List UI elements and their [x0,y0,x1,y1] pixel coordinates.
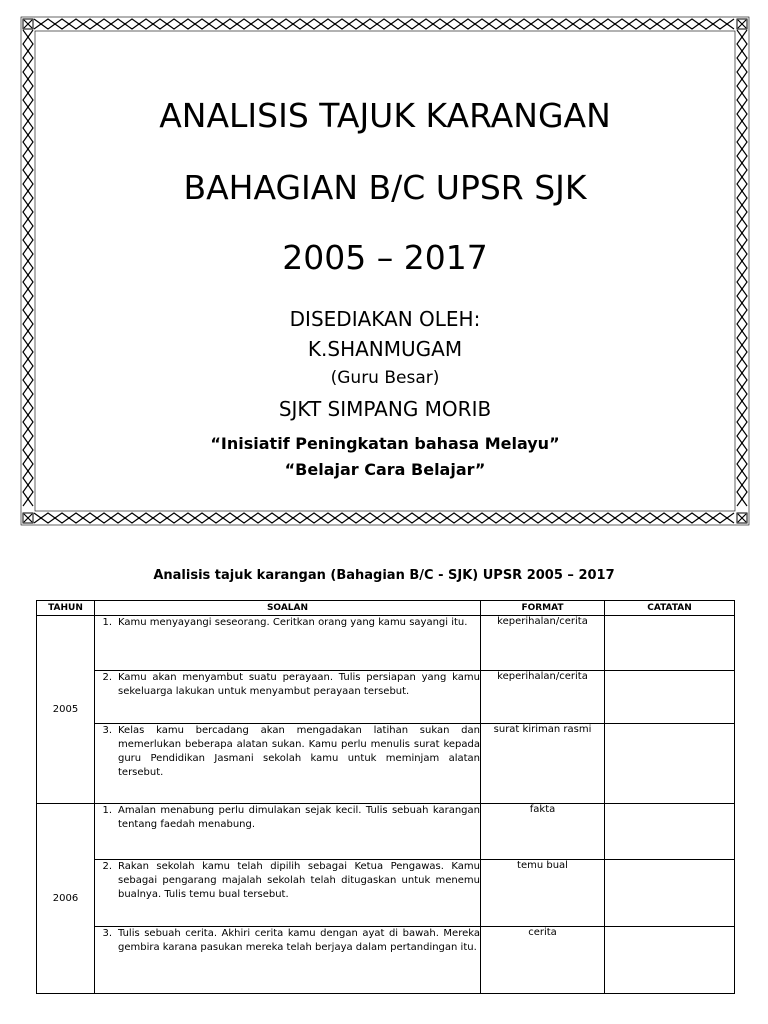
cover-title-line-3: 2005 – 2017 [282,238,488,277]
header-catatan: CATATAN [605,601,735,616]
author-name: K.SHANMUGAM [307,337,463,361]
question-cell [95,616,481,671]
format-cell: temu bual [481,860,605,927]
note-cell [605,724,735,804]
question-cell [95,927,481,994]
format-cell: surat kiriman rasmi [481,724,605,804]
question-text: Kamu menyayangi seseorang. Ceritkan orang yang kamu sayangi itu. [118,617,468,628]
note-cell [605,616,735,671]
question-text: Kamu akan menyambut suatu perayaan. Tulis persiapan yang kamu sekeluarga lakukan untuk menyambut perayaan tersebut. [118,672,480,697]
question-cell [95,860,481,927]
question-text: Kelas kamu bercadang akan mengadakan latihan sukan dan memerlukan beberapa alatan sukan. Kamu perlu menulis surat kepada guru Pendidikan Jasmani sekolah kamu untuk meminjam alatan tersebut. [118,725,480,778]
question-cell [95,804,481,860]
table-row [37,671,735,724]
question-number: 1. [102,805,112,816]
header-soalan: SOALAN [95,601,481,616]
format-cell: fakta [481,804,605,860]
question-number: 2. [102,672,112,683]
table-title: Analisis tajuk karangan (Bahagian B/C - SJK) UPSR 2005 – 2017 [153,568,615,583]
table-row [37,927,735,994]
question-text: Rakan sekolah kamu telah dipilih sebagai Ketua Pengawas. Kamu sebagai pengarang majalah sekolah telah ditugaskan untuk menemu bualnya. Tulis temu bual tersebut. [118,861,480,900]
header-format: FORMAT [481,601,605,616]
table-row [37,804,735,860]
cover-title-line-1: ANALISIS TAJUK KARANGAN [159,96,611,135]
quote-1: “Inisiatif Peningkatan bahasa Melayu” [210,434,560,453]
cover-title-line-2: BAHAGIAN B/C UPSR SJK [183,168,587,207]
format-cell: keperihalan/cerita [481,671,605,724]
table-header-row [37,601,735,616]
quote-2: “Belajar Cara Belajar” [284,460,486,479]
question-text: Tulis sebuah cerita. Akhiri cerita kamu dengan ayat di bawah. Mereka gembira karana pasukan mereka telah berjaya dalam pertandingan itu. [118,928,480,953]
cover-frame [20,16,750,526]
school-name: SJKT SIMPANG MORIB [278,397,492,421]
question-number: 2. [102,861,112,872]
header-tahun: TAHUN [37,601,95,616]
author-position: (Guru Besar) [330,368,440,388]
year-cell: 2005 [37,616,95,804]
question-cell [95,724,481,804]
question-text: Amalan menabung perlu dimulakan sejak kecil. Tulis sebuah karangan tentang faedah menabung. [118,805,480,830]
year-cell: 2006 [37,804,95,994]
prepared-by-label: DISEDIAKAN OLEH: [289,307,481,331]
question-number: 1. [102,617,112,628]
note-cell [605,927,735,994]
analysis-table [36,600,735,994]
question-cell [95,671,481,724]
table-row [37,860,735,927]
format-cell: keperihalan/cerita [481,616,605,671]
format-cell: cerita [481,927,605,994]
note-cell [605,671,735,724]
question-number: 3. [102,725,112,736]
note-cell [605,804,735,860]
table-row [37,724,735,804]
note-cell [605,860,735,927]
table-row [37,616,735,671]
question-number: 3. [102,928,112,939]
